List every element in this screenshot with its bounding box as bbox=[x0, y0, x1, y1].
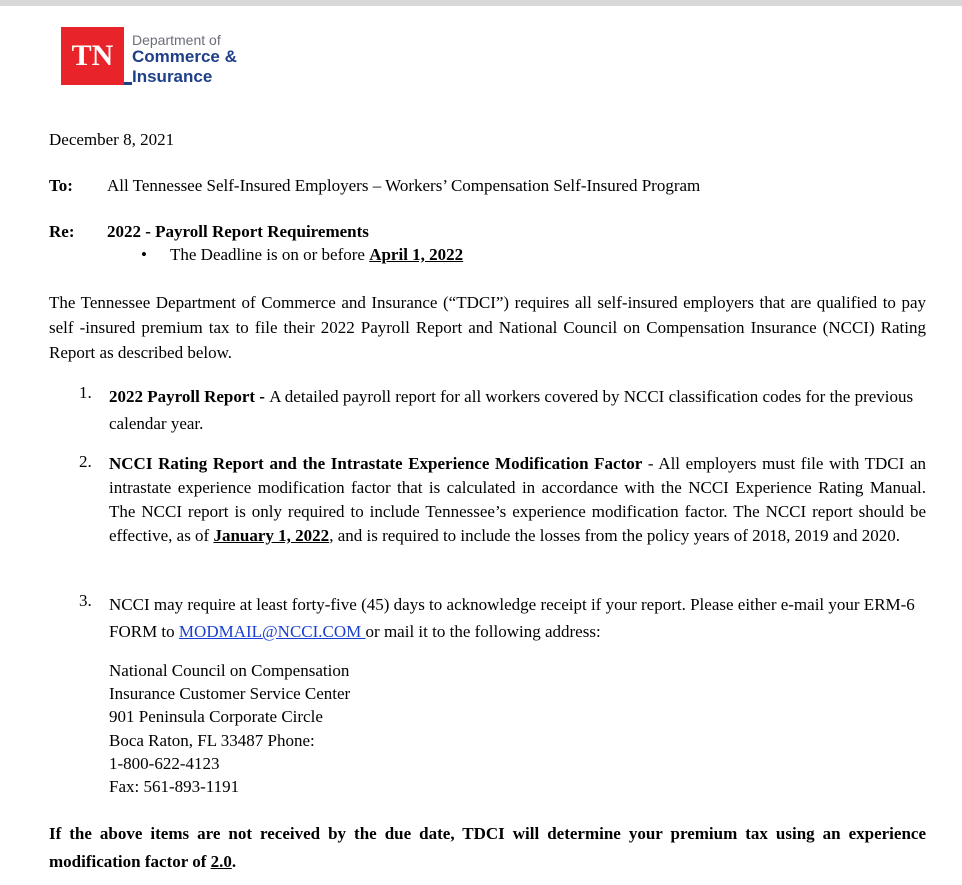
address-line: Insurance Customer Service Center bbox=[109, 684, 351, 704]
deadline-text: The Deadline is on or before bbox=[170, 245, 370, 264]
re-subject: 2022 - Payroll Report Requirements bbox=[107, 222, 369, 241]
item-text-end: or mail it to the following address: bbox=[365, 622, 601, 641]
address-line: National Council on Compensation bbox=[109, 661, 350, 680]
item-title: NCCI Rating Report and the Intrastate Experience Modification Factor bbox=[109, 454, 643, 473]
letter-date: December 8, 2021 bbox=[49, 130, 175, 149]
item-text: A detailed payroll report for all workers covered by NCCI classification codes for the previous calendar year. bbox=[109, 387, 914, 433]
bullet-icon: • bbox=[141, 245, 147, 264]
intro-paragraph: The Tennessee Department of Commerce and Insurance (“TDCI”) requires all self-insured employers that are qualified to pay self -insured premium tax to file their 2022 Payroll Report and National Council on Compensation Insurance (NCCI) Rating Report as described below. bbox=[49, 293, 926, 362]
logo-insurance-text: Insurance bbox=[132, 67, 213, 86]
item-ncci-submission bbox=[109, 591, 926, 645]
email-link[interactable]: MODMAIL@NCCI.COM bbox=[178, 622, 366, 641]
modification-factor: 2.0 bbox=[210, 852, 232, 871]
to-label: To: bbox=[49, 176, 73, 195]
logo-commerce-text: Commerce & bbox=[132, 47, 237, 66]
tn-badge: TN bbox=[61, 27, 124, 85]
item-payroll-report bbox=[109, 383, 926, 437]
item-text: NCCI may require at least forty-five (45) days to acknowledge receipt if your report. Please either e-mail your ERM-6 FORM to bbox=[109, 595, 915, 641]
item-number: 2. bbox=[79, 452, 92, 471]
final-notice bbox=[49, 820, 926, 876]
logo-department-text: Department of bbox=[132, 32, 221, 48]
effective-date: January 1, 2022 bbox=[213, 526, 330, 545]
logo-rule bbox=[124, 82, 132, 85]
final-text: If the above items are not received by the due date, TDCI will determine your premium tax using an experience modification factor of bbox=[49, 824, 926, 871]
address-phone: 1-800-622-4123 bbox=[109, 753, 220, 773]
to-recipient: All Tennessee Self-Insured Employers – Workers’ Compensation Self-Insured Program bbox=[107, 176, 701, 195]
address-fax: Fax: 561-893-1191 bbox=[109, 777, 240, 797]
deadline-line bbox=[170, 245, 463, 265]
item-title: 2022 Payroll Report - bbox=[109, 387, 270, 406]
item-text-end: , and is required to include the losses from the policy years of 2018, 2019 and 2020. bbox=[329, 526, 900, 545]
re-label: Re: bbox=[49, 222, 75, 241]
address-line: 901 Peninsula Corporate Circle bbox=[109, 707, 323, 727]
address-line: Boca Raton, FL 33487 Phone: bbox=[109, 730, 315, 750]
tdci-logo bbox=[61, 27, 261, 87]
item-number: 3. bbox=[79, 591, 92, 610]
item-text: - All employers must file with TDCI an intrastate experience modification factor that is calculated in accordance with the NCCI Experience Rating Manual. The NCCI report is only required to include Tennessee’s experience modification factor. The NCCI report should be effective, as of bbox=[109, 454, 926, 545]
deadline-date: April 1, 2022 bbox=[369, 245, 464, 264]
final-period: . bbox=[231, 852, 237, 871]
mailing-address bbox=[109, 659, 350, 798]
item-ncci-rating-report bbox=[109, 452, 926, 548]
item-number: 1. bbox=[79, 383, 92, 402]
top-border bbox=[0, 0, 962, 6]
